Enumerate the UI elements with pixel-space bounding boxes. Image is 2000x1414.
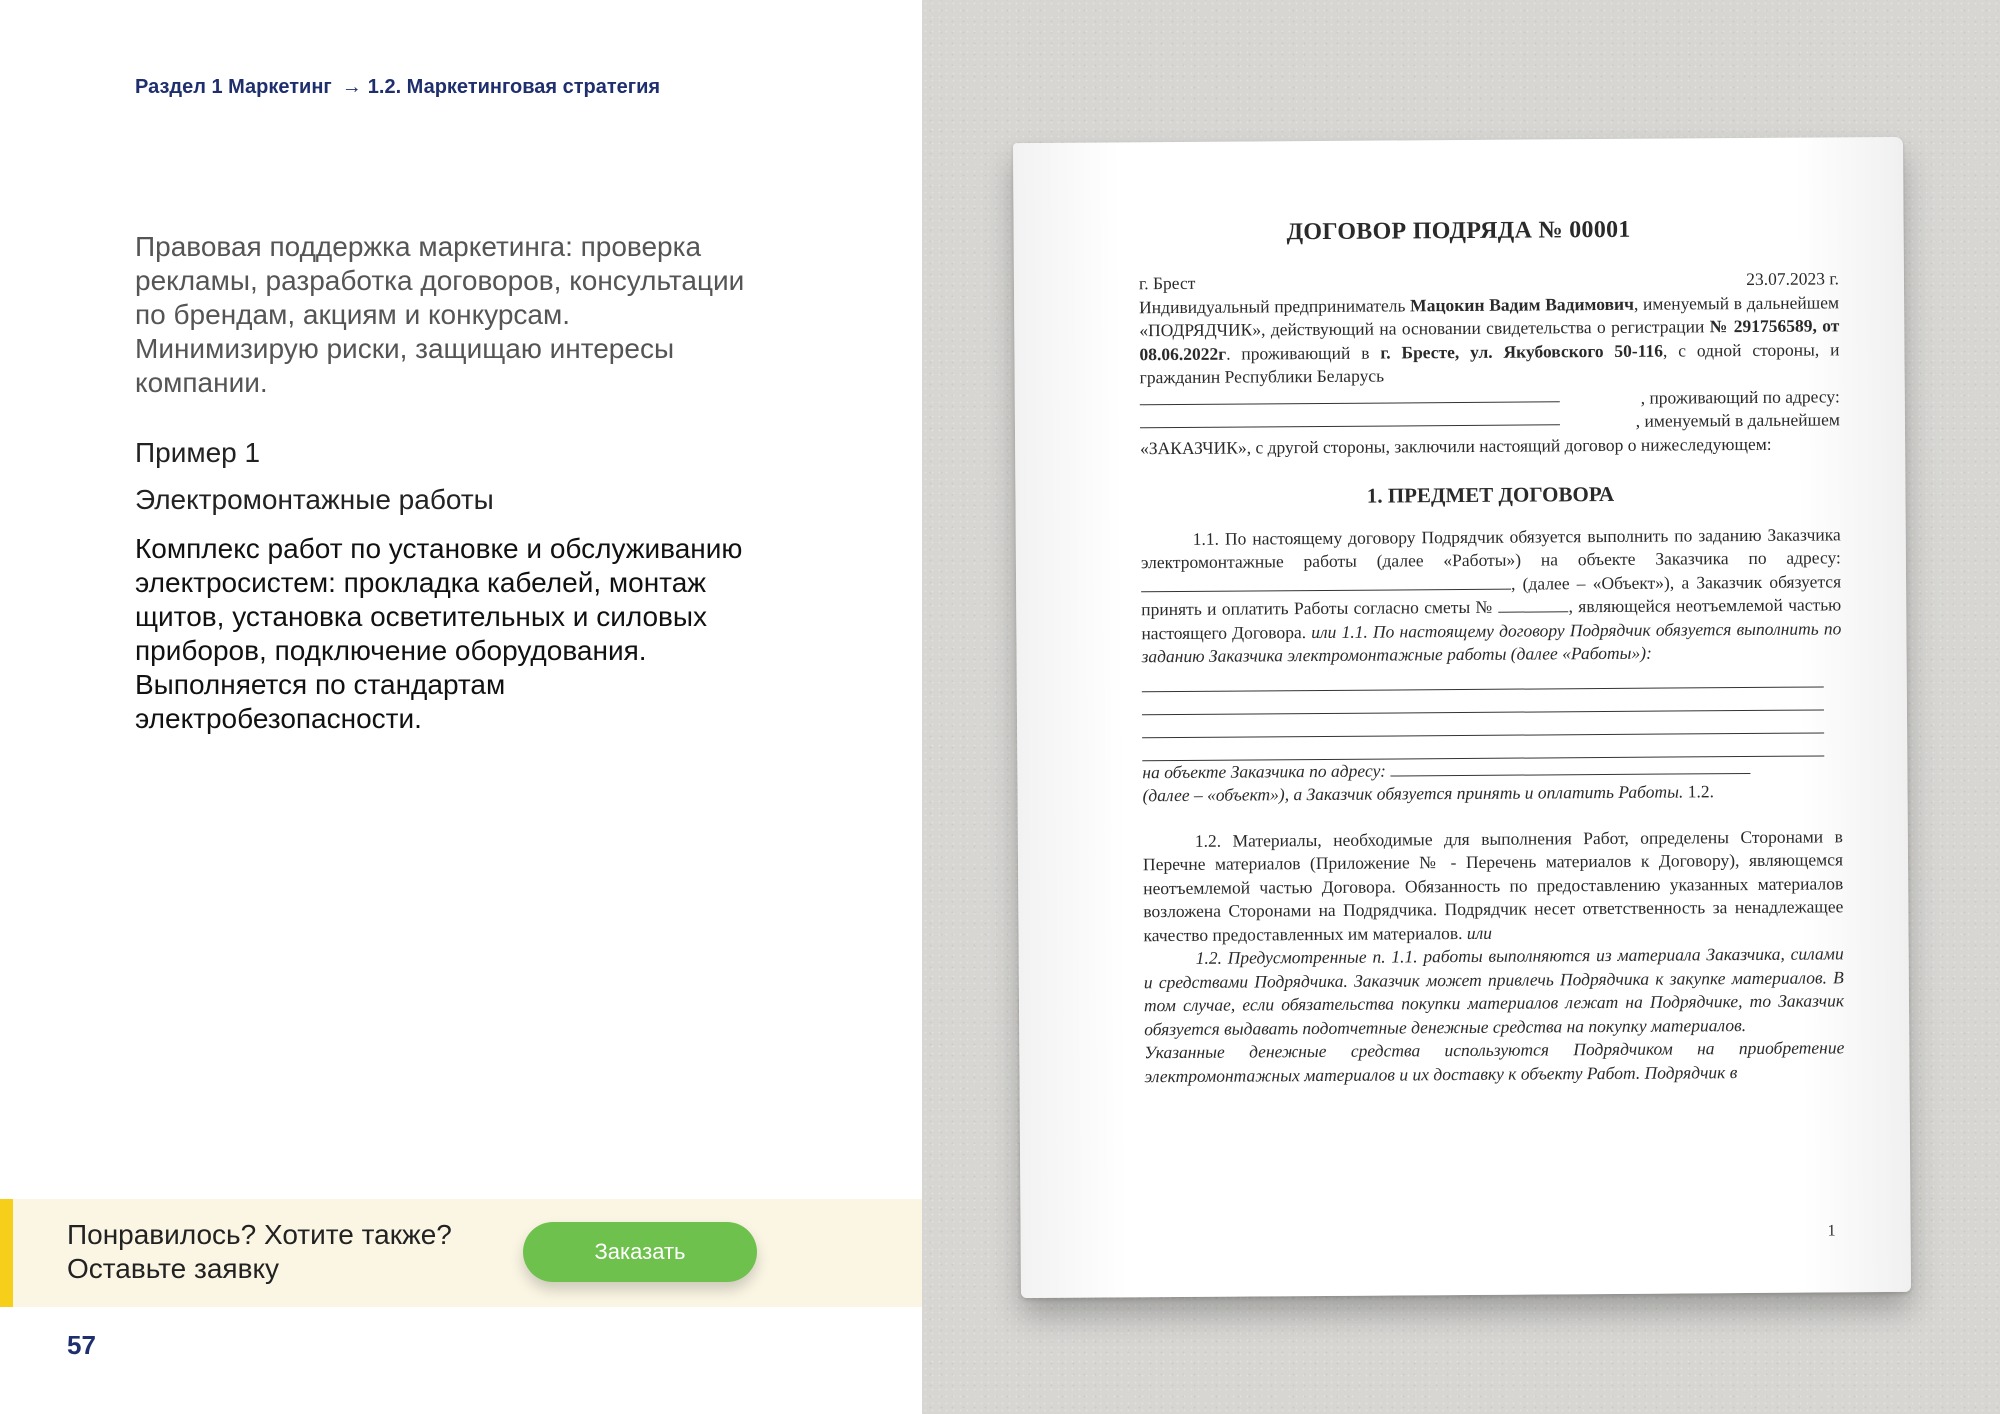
clause-1-2-alternative: 1.2. Предусмотренные п. 1.1. работы выполняются из материала Заказчика, силами и средствами Подрядчика. Заказчик может привлечь Подрядчика к закупке материалов. В том случае, если обязательства покупки материалов лежат на Подрядчике, то Заказчик обязуется выдавать подотчетные денежные средства на покупку материалов.	[1143, 943, 1845, 1039]
intro-text: Правовая поддержка маркетинга: проверка рекламы, разработка договоров, консультации по брендам, акциям и конкурсам. Минимизирую риски, защищаю интересы компании.	[135, 231, 745, 398]
alt-end-text: (далее – «объект»), а Заказчик обязуется принять и оплатить Работы.	[1142, 781, 1684, 806]
clause-1-1	[1141, 523, 1842, 669]
alt-end-number: 1.2.	[1683, 781, 1714, 802]
clause-1-1-text-d: , являющейся неотъемлемой частью настоящего Договора.	[1141, 594, 1842, 643]
clause-1-1-text-a: 1.1. По настоящему договору Подрядчик обязуется выполнить по заданию Заказчика электромонтажные работы (далее «Работы») на объекте Заказчика по адресу:	[1140, 523, 1841, 573]
section-1-title: 1. ПРЕДМЕТ ДОГОВОРА	[1366, 481, 1615, 508]
parties-text-2: , именуемый в дальнейшем «ПОДРЯДЧИК», действующий на основании свидетельства о регистрации	[1139, 291, 1840, 341]
blank-line	[1390, 758, 1750, 776]
blank-line	[1498, 597, 1568, 612]
breadcrumb-section[interactable]: Раздел 1 Маркетинг	[135, 76, 332, 98]
document-date: 23.07.2023 г.	[1746, 268, 1840, 290]
clause-1-1-alt-object	[1142, 756, 1842, 784]
example-subtitle: Электромонтажные работы	[135, 484, 494, 515]
registration-number: № 291756589, от 08.06.2022г	[1139, 315, 1840, 364]
blank-line	[1140, 410, 1560, 428]
parties-paragraph	[1139, 291, 1840, 390]
breadcrumb	[135, 76, 660, 99]
cta-text	[67, 1218, 487, 1286]
document-page-number: 1	[1827, 1222, 1836, 1240]
example-title: Пример 1	[135, 437, 261, 468]
clause-1-1-text-b: , (далее –	[1510, 572, 1586, 594]
parties-text-1: Индивидуальный предприниматель	[1139, 294, 1411, 317]
clause-1-2-alternative-cont: Указанные денежные средства используются Подрядчиком на приобретение электромонтажных материалов и их доставку к объекту Работ. Подрядчик в	[1144, 1037, 1845, 1086]
parties-text-3: . проживающий в	[1226, 342, 1381, 364]
address-label: , проживающий по адресу:	[1640, 385, 1840, 408]
clause-1-2-text: 1.2. Материалы, необходимые для выполнения Работ, определены Сторонами в Перечне материалов (Приложение № - Перечень материалов к Договору), являющемся неотъемлемой частью Договора. Обязанность по предоставлению указанных материалов возложена Сторонами на Подрядчика. Подрядчик несет ответственность за ненадлежащее качество предоставленных им материалов.	[1142, 825, 1844, 945]
left-page	[0, 0, 922, 1414]
clause-1-1-alternative: или 1.1. По настоящему договору Подрядчик обязуется выполнить по заданию Заказчика электромонтажные работы (далее «Работы»):	[1141, 617, 1842, 667]
document-body	[1139, 267, 1845, 1088]
cta-line-1: Понравилось? Хотите также?	[67, 1219, 452, 1250]
clause-1-2	[1143, 825, 1844, 947]
clause-1-1-alt-end	[1142, 779, 1842, 807]
breadcrumb-arrow-icon: →	[341, 76, 362, 98]
contractor-name: Мацокин Вадим Вадимович	[1410, 293, 1634, 315]
breadcrumb-subsection[interactable]: 1.2. Маркетинговая стратегия	[367, 76, 661, 98]
blank-line	[1140, 387, 1560, 405]
blank-line	[1141, 574, 1511, 592]
cta-banner	[0, 1199, 922, 1307]
cta-accent-bar	[0, 1199, 13, 1307]
alt-object-label: на объекте Заказчика по адресу:	[1142, 760, 1386, 782]
example-description: Комплекс работ по установке и обслуживанию электросистем: прокладка кабелей, монтаж щитов, установка осветительных и силовых приборов, подключение оборудования. Выполняется по стандартам электробезопасности.	[135, 533, 743, 734]
parties-paragraph-end: «ЗАКАЗЧИК», с другой стороны, заключили настоящий договор о нижеследующем:	[1140, 433, 1772, 458]
order-button[interactable]: Заказать	[523, 1222, 757, 1282]
clause-1-2-or: или	[1466, 922, 1493, 943]
document-photo	[922, 0, 2000, 1414]
contract-document	[1013, 137, 1911, 1298]
cta-line-2: Оставьте заявку	[67, 1253, 280, 1284]
clause-1-1-text-c: «Объект»), а Заказчик обязуется принять и оплатить Работы согласно сметы №	[1141, 570, 1842, 620]
named-label: , именуемый в дальнейшем	[1635, 409, 1840, 431]
contractor-address: г. Бресте, ул. Якубовского 50-116	[1380, 340, 1664, 363]
document-city: г. Брест	[1138, 272, 1196, 294]
page-number: 57	[67, 1330, 96, 1360]
document-title: ДОГОВОР ПОДРЯДА № 00001	[1286, 216, 1631, 246]
parties-text-4: , с одной стороны, и гражданин Республики Беларусь	[1139, 338, 1840, 388]
